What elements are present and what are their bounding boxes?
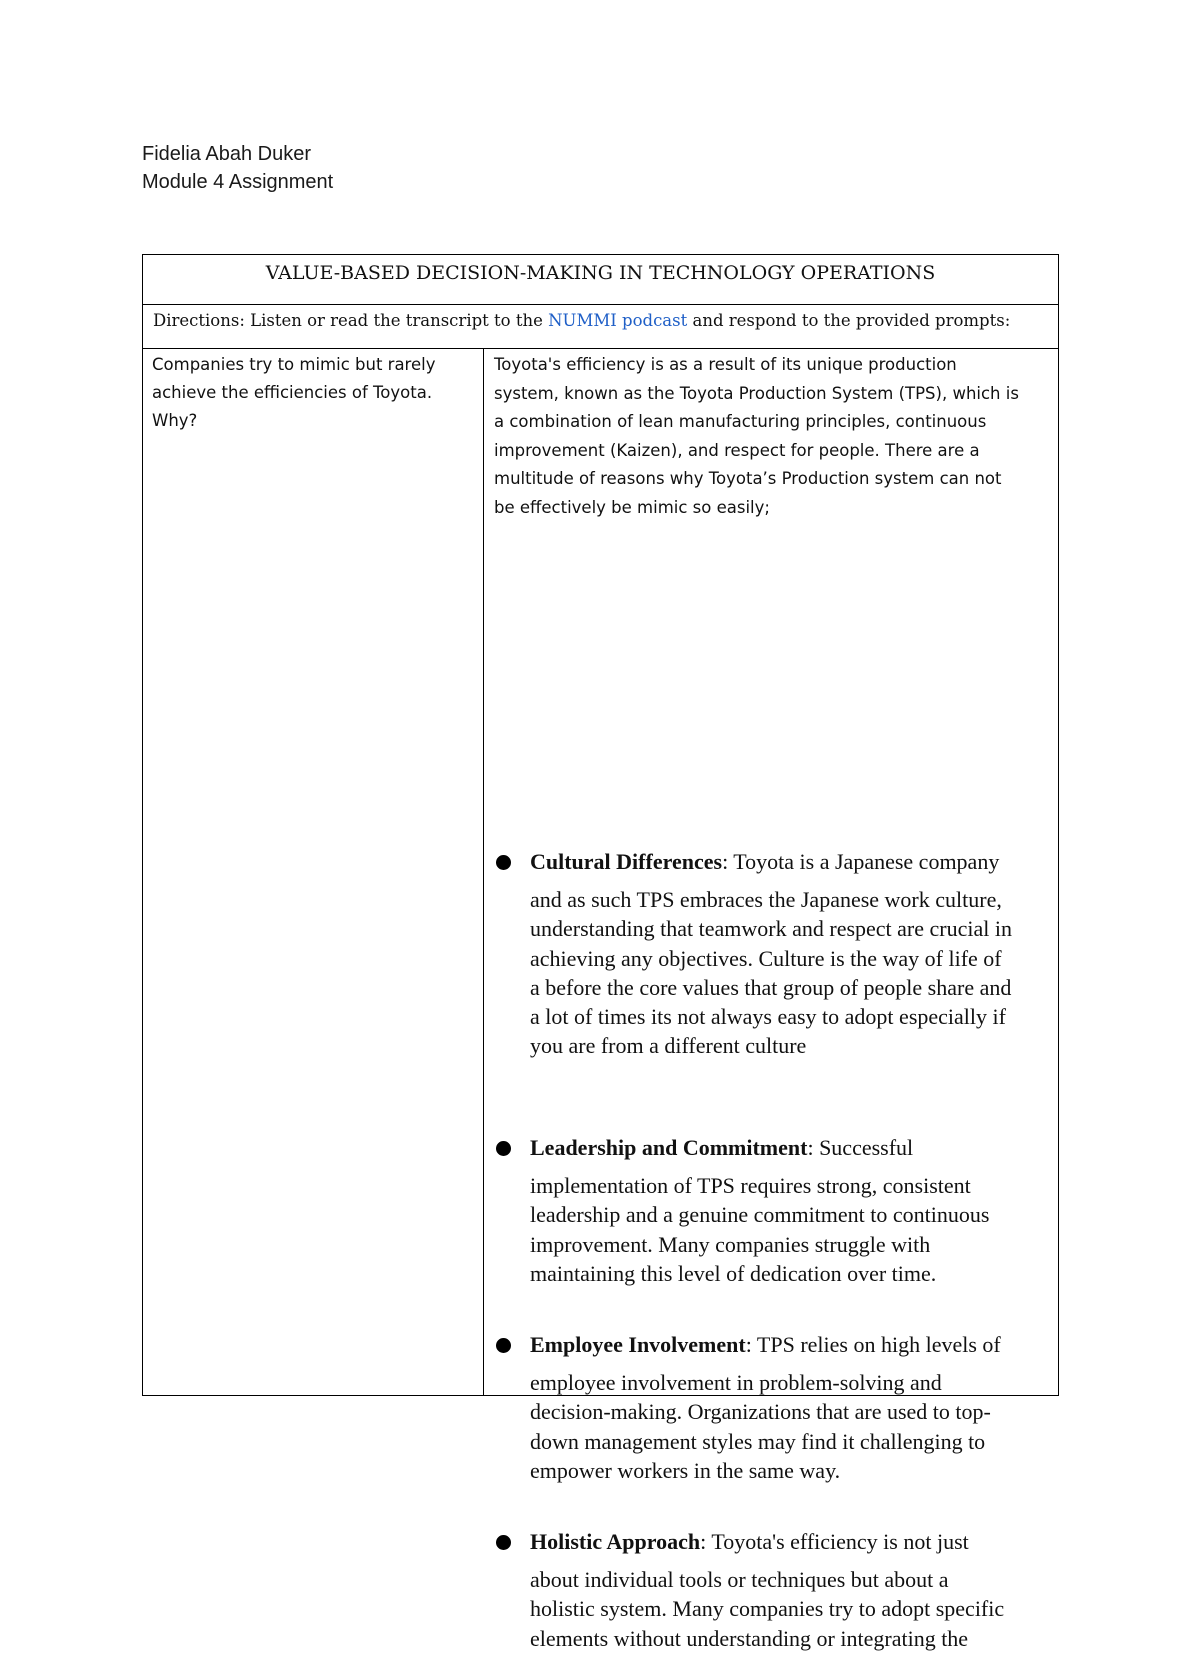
bullet-line: implementation of TPS requires strong, consistent <box>530 1173 971 1198</box>
table-title: VALUE-BASED DECISION-MAKING IN TECHNOLOGY OPERATIONS <box>143 255 1058 305</box>
intro-line: Toyota's efficiency is as a result of its unique production <box>494 355 957 374</box>
question-line: Why? <box>152 411 198 430</box>
bullet-body <box>530 1171 989 1288</box>
intro-line: a combination of lean manufacturing principles, continuous <box>494 412 987 431</box>
bullet-line: a lot of times its not always easy to adopt especially if <box>530 1004 1006 1030</box>
bullet-dot-icon <box>496 1338 511 1353</box>
assignment-table <box>142 254 1059 1651</box>
question-line: Companies try to mimic but rarely <box>152 355 436 374</box>
bullet-term: Employee Involvement <box>530 1332 746 1357</box>
assignment-title: Module 4 Assignment <box>142 171 334 193</box>
bullet-line: you are from a different culture <box>530 1033 807 1059</box>
bullet-line: achieving any objectives. Culture is the way of life of <box>530 945 1002 971</box>
bullet-line: a before the core values that group of people share and <box>530 974 1012 1000</box>
bullet-term: Leadership and Commitment <box>530 1135 808 1160</box>
bullet-first-line <box>530 1133 913 1163</box>
bullet-dot-icon <box>496 1535 511 1550</box>
bullet-line: improvement. Many companies struggle with <box>530 1231 931 1257</box>
bullet-line: empower workers in the same way. <box>530 1457 841 1483</box>
bullet-first-line <box>530 1527 969 1557</box>
directions-text-after: and respond to the provided prompts: <box>687 311 1011 330</box>
bullet-dot-icon <box>496 1141 511 1156</box>
bullet-lead: : Toyota's efficiency is not just <box>700 1529 969 1554</box>
bullet-line: and as such TPS embraces the Japanese work culture, <box>530 887 1002 912</box>
intro-line: improvement (Kaizen), and respect for people. There are a <box>494 440 980 460</box>
bullet-term: Cultural Differences <box>530 849 723 874</box>
bullet-line: down management styles may find it challenging to <box>530 1428 986 1454</box>
bullet-line: about individual tools or techniques but about a <box>530 1567 949 1592</box>
nummi-podcast-link[interactable]: NUMMI podcast <box>548 311 688 330</box>
question-cell <box>143 349 484 1395</box>
directions-text-before: Directions: Listen or read the transcript to the <box>153 311 549 330</box>
directions-row <box>143 305 1058 349</box>
intro-line: system, known as the Toyota Production System (TPS), which is <box>494 383 1019 403</box>
bullet-line: holistic system. Many companies try to adopt specific <box>530 1596 1005 1622</box>
author-name: Fidelia Abah Duker <box>142 143 311 165</box>
bullet-first-line <box>530 847 999 877</box>
bullet-lead: : Toyota is a Japanese company <box>722 849 1000 874</box>
bullet-lead: : Successful <box>807 1135 914 1160</box>
bullet-body <box>530 1368 991 1485</box>
bullet-body <box>530 1565 1004 1653</box>
bullet-line: leadership and a genuine commitment to continuous <box>530 1202 990 1228</box>
bullet-first-line <box>530 1330 1001 1360</box>
intro-line: multitude of reasons why Toyota’s Production system can not <box>494 469 1002 488</box>
answer-intro <box>494 351 1019 522</box>
question-line: achieve the efficiencies of Toyota. <box>152 383 433 402</box>
bullet-line: maintaining this level of dedication over time. <box>530 1260 937 1286</box>
bullet-dot-icon <box>496 855 511 870</box>
bullet-line: employee involvement in problem-solving and <box>530 1370 942 1395</box>
bullet-line: elements without understanding or integrating the <box>530 1625 969 1651</box>
bullet-term: Holistic Approach <box>530 1529 701 1554</box>
bullet-body <box>530 885 1012 1061</box>
bullet-lead: : TPS relies on high levels of <box>745 1332 1001 1357</box>
bullet-line: decision-making. Organizations that are used to top- <box>530 1399 991 1425</box>
bullet-line: understanding that teamwork and respect are crucial in <box>530 916 1012 942</box>
intro-line: be effectively be mimic so easily; <box>494 497 770 517</box>
answer-cell <box>484 349 1058 1651</box>
